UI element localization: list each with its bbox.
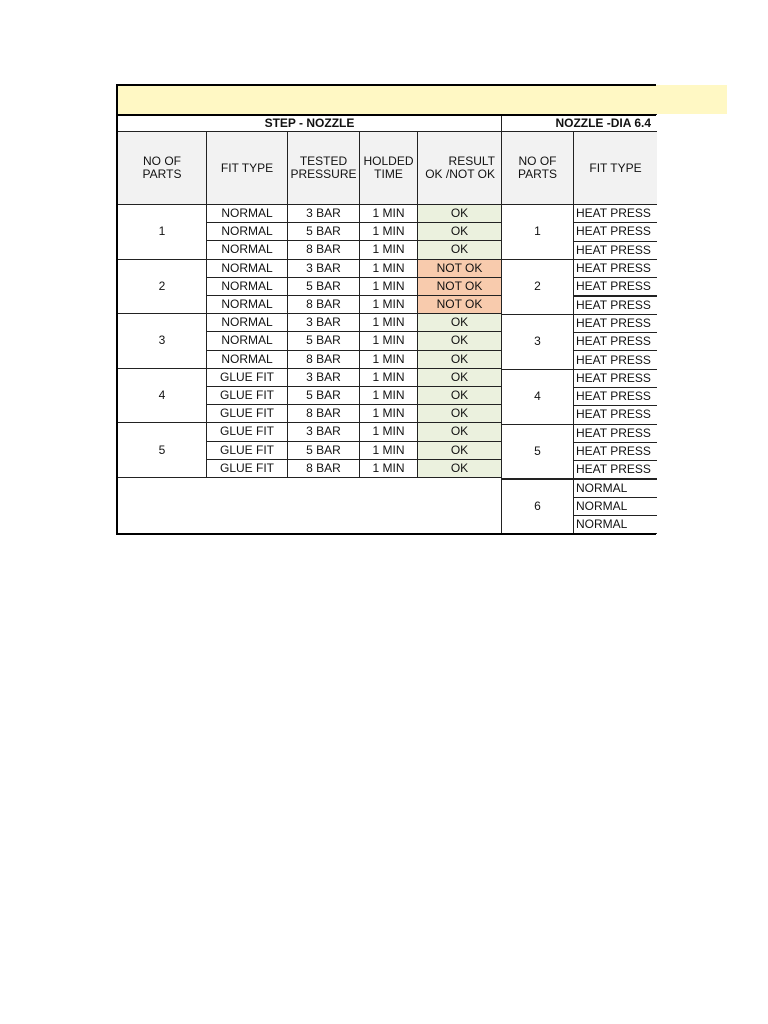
tested-pressure-cell: 3 BAR: [287, 313, 360, 332]
fit-type-cell-right: HEAT PRESS: [573, 314, 657, 333]
holded-time-cell: 1 MIN: [359, 240, 418, 259]
part-number-cell: 2: [117, 259, 207, 315]
tested-pressure-cell: 3 BAR: [287, 368, 360, 387]
part-number-cell: 4: [117, 368, 207, 424]
holded-time-cell: 1 MIN: [359, 350, 418, 369]
header-no-of-parts: NO OF PARTS: [117, 131, 207, 205]
fit-type-cell-right: HEAT PRESS: [573, 350, 657, 369]
result-cell: OK: [417, 350, 502, 369]
tested-pressure-cell: 5 BAR: [287, 222, 360, 241]
result-cell: NOT OK: [417, 277, 502, 296]
holded-time-cell: 1 MIN: [359, 295, 418, 314]
result-cell: OK: [417, 313, 502, 332]
result-cell: NOT OK: [417, 259, 502, 278]
holded-time-cell: 1 MIN: [359, 404, 418, 423]
part-number-cell-right: 5: [501, 424, 574, 480]
result-cell: OK: [417, 441, 502, 460]
tested-pressure-cell: 3 BAR: [287, 259, 360, 278]
fit-type-cell-right: HEAT PRESS: [573, 332, 657, 351]
part-number-cell-right: 1: [501, 204, 574, 260]
fit-type-cell-right: HEAT PRESS: [573, 241, 657, 260]
fit-type-cell-right: NORMAL: [573, 515, 657, 534]
tested-pressure-cell: 8 BAR: [287, 350, 360, 369]
fit-type-cell: NORMAL: [206, 277, 288, 296]
header-result: RESULT OK /NOT OK: [417, 131, 502, 205]
fit-type-cell-right: HEAT PRESS: [573, 222, 657, 241]
fit-type-cell: NORMAL: [206, 204, 288, 223]
fit-type-cell-right: HEAT PRESS: [573, 387, 657, 406]
tested-pressure-cell: 5 BAR: [287, 277, 360, 296]
fit-type-cell-right: NORMAL: [573, 497, 657, 516]
fit-type-cell: NORMAL: [206, 331, 288, 350]
fit-type-cell: NORMAL: [206, 222, 288, 241]
tested-pressure-cell: 8 BAR: [287, 295, 360, 314]
part-number-cell: 1: [117, 204, 207, 260]
holded-time-cell: 1 MIN: [359, 313, 418, 332]
result-cell: OK: [417, 459, 502, 478]
fit-type-cell-right: HEAT PRESS: [573, 460, 657, 479]
tested-pressure-cell: 3 BAR: [287, 204, 360, 223]
header-no-of-parts-right: NO OF PARTS: [501, 131, 574, 205]
title-banner: [117, 85, 727, 114]
header-tested-pressure: TESTED PRESSURE: [287, 131, 360, 205]
fit-type-cell: NORMAL: [206, 259, 288, 278]
fit-type-cell: GLUE FIT: [206, 459, 288, 478]
result-cell: OK: [417, 368, 502, 387]
fit-type-cell: NORMAL: [206, 313, 288, 332]
fit-type-cell-right: HEAT PRESS: [573, 296, 657, 315]
banner-divider: [117, 114, 656, 116]
holded-time-cell: 1 MIN: [359, 204, 418, 223]
result-cell: OK: [417, 386, 502, 405]
result-cell: OK: [417, 222, 502, 241]
holded-time-cell: 1 MIN: [359, 368, 418, 387]
holded-time-cell: 1 MIN: [359, 386, 418, 405]
holded-time-cell: 1 MIN: [359, 441, 418, 460]
holded-time-cell: 1 MIN: [359, 459, 418, 478]
fit-type-cell: NORMAL: [206, 240, 288, 259]
part-number-cell-right: 3: [501, 314, 574, 370]
tested-pressure-cell: 5 BAR: [287, 441, 360, 460]
fit-type-cell: NORMAL: [206, 295, 288, 314]
fit-type-cell-right: HEAT PRESS: [573, 259, 657, 278]
fit-type-cell-right: NORMAL: [573, 479, 657, 498]
section-title-nozzle-dia: NOZZLE -DIA 6.4: [501, 114, 657, 132]
section-title-step-nozzle: STEP - NOZZLE: [117, 114, 502, 132]
fit-type-cell: GLUE FIT: [206, 368, 288, 387]
fit-type-cell-right: HEAT PRESS: [573, 369, 657, 388]
fit-type-cell: GLUE FIT: [206, 422, 288, 441]
tested-pressure-cell: 5 BAR: [287, 386, 360, 405]
tested-pressure-cell: 5 BAR: [287, 331, 360, 350]
tested-pressure-cell: 3 BAR: [287, 422, 360, 441]
result-cell: OK: [417, 331, 502, 350]
fit-type-cell-right: HEAT PRESS: [573, 424, 657, 443]
result-cell: OK: [417, 404, 502, 423]
part-number-cell-right: 2: [501, 259, 574, 315]
fit-type-cell-right: HEAT PRESS: [573, 405, 657, 424]
fit-type-cell: GLUE FIT: [206, 441, 288, 460]
tested-pressure-cell: 8 BAR: [287, 459, 360, 478]
tested-pressure-cell: 8 BAR: [287, 240, 360, 259]
fit-type-cell: NORMAL: [206, 350, 288, 369]
fit-type-cell: GLUE FIT: [206, 404, 288, 423]
fit-type-cell-right: HEAT PRESS: [573, 277, 657, 296]
result-cell: OK: [417, 240, 502, 259]
part-number-cell-right: 6: [501, 479, 574, 535]
holded-time-cell: 1 MIN: [359, 259, 418, 278]
header-fit-type: FIT TYPE: [206, 131, 288, 205]
empty-area: [117, 477, 502, 534]
result-cell: OK: [417, 422, 502, 441]
holded-time-cell: 1 MIN: [359, 222, 418, 241]
fit-type-cell-right: HEAT PRESS: [573, 204, 657, 223]
fit-type-cell: GLUE FIT: [206, 386, 288, 405]
result-cell: NOT OK: [417, 295, 502, 314]
holded-time-cell: 1 MIN: [359, 277, 418, 296]
fit-type-cell-right: HEAT PRESS: [573, 442, 657, 461]
result-cell: OK: [417, 204, 502, 223]
header-fit-type-right: FIT TYPE: [573, 131, 657, 205]
holded-time-cell: 1 MIN: [359, 422, 418, 441]
part-number-cell: 3: [117, 313, 207, 369]
part-number-cell-right: 4: [501, 369, 574, 425]
part-number-cell: 5: [117, 422, 207, 478]
header-holded-time: HOLDED TIME: [359, 131, 418, 205]
tested-pressure-cell: 8 BAR: [287, 404, 360, 423]
holded-time-cell: 1 MIN: [359, 331, 418, 350]
